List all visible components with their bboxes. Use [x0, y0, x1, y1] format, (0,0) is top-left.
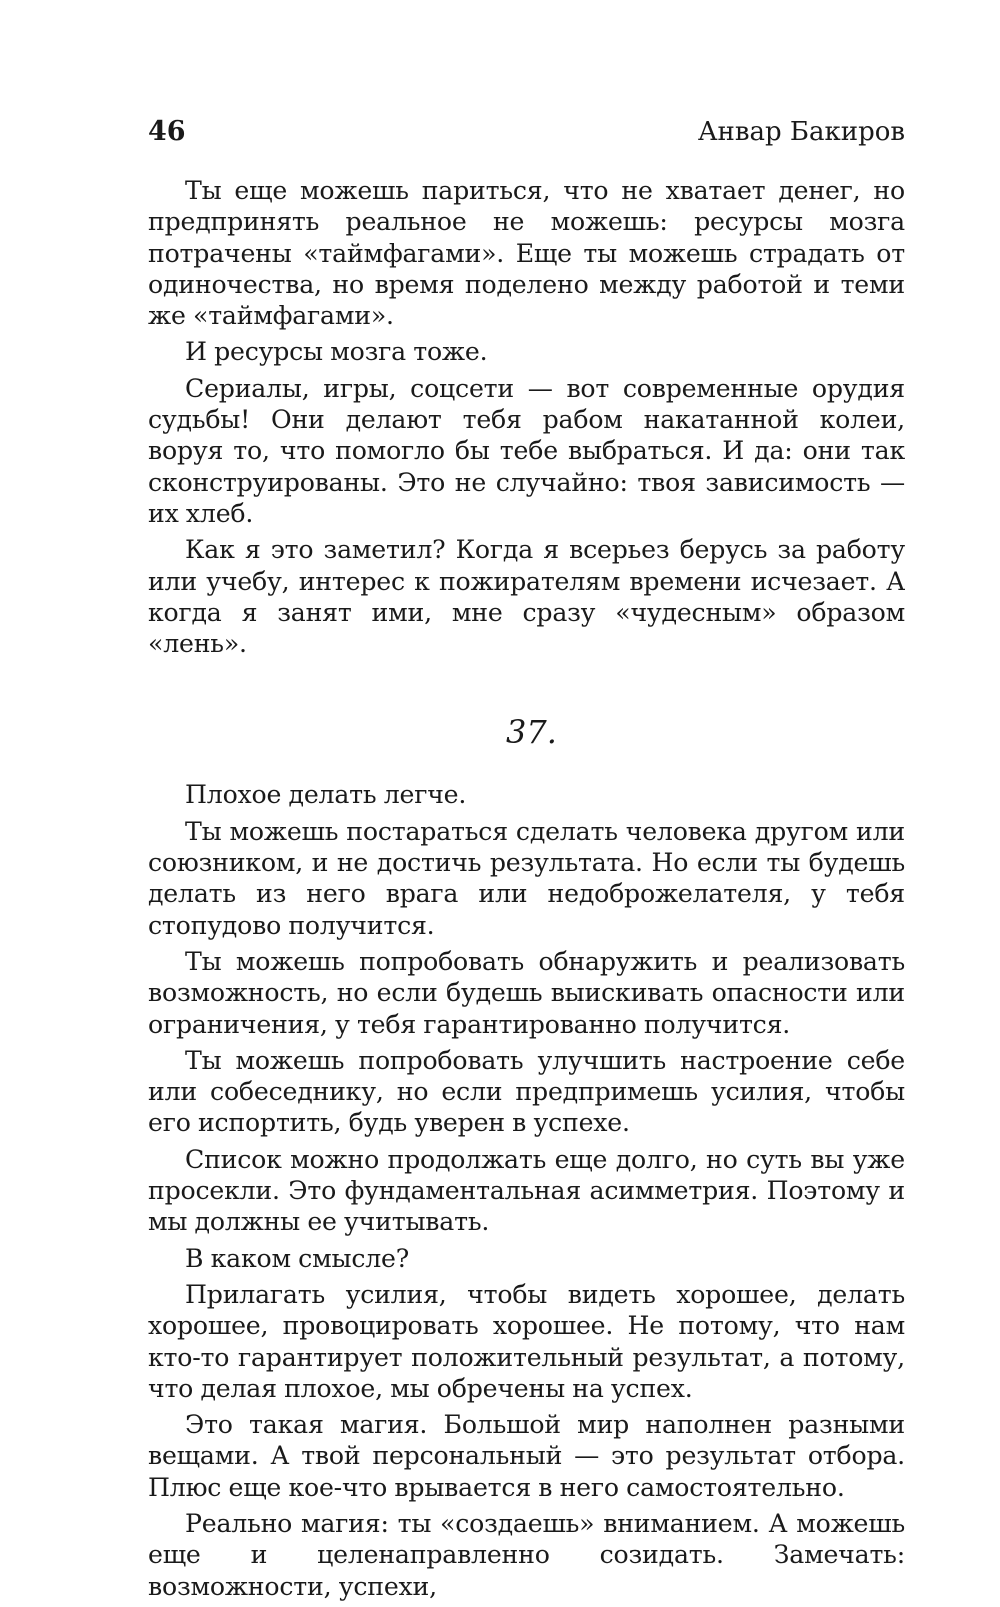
paragraph: И ресурсы мозга тоже. [185, 337, 488, 367]
running-head [148, 110, 905, 154]
paragraph: Ты можешь попробовать улучшить настроение себе или собеседнику, но если предпримешь усилия, чтобы его испортить, будь уверен в успехе. [148, 1045, 905, 1138]
paragraph: Прилагать усилия, чтобы видеть хорошее, делать хорошее, провоцировать хорошее. Не потому, что нам кто-то гарантирует положительный результат, а потому, что делая плохое, мы обречены на успех. [148, 1279, 905, 1403]
paragraph: Сериалы, игры, соцсети — вот современные орудия судьбы! Они делают тебя рабом накатанной колеи, воруя то, что помогло бы тебе выбраться. И да: они так сконструированы. Это не случайно: твоя зависимость — их хлеб. [148, 373, 905, 528]
book-page [148, 110, 905, 1607]
paragraph: Это такая магия. Большой мир наполнен разными вещами. А твой персональный — это результат отбора. Плюс еще кое-что врывается в него самостоятельно. [148, 1410, 905, 1502]
paragraph: Ты можешь постараться сделать человека другом или союзником, и не достичь результата. Но если ты будешь делать из него врага или недоброжелателя, у тебя стопудово получится. [148, 816, 905, 940]
chapter-number: 37. [506, 713, 557, 752]
paragraph: Ты еще можешь париться, что не хватает денег, но предпринять реальное не можешь: ресурсы мозга потрачены «таймфагами». Еще ты можешь страдать от одиночества, но время поделено между работой и теми же «таймфагами». [148, 176, 905, 331]
paragraph: В каком смысле? [185, 1243, 410, 1273]
paragraph: Ты можешь попробовать обнаружить и реализовать возможность, но если будешь выискивать опасности или ограничения, у тебя гарантированно получится. [148, 946, 905, 1039]
paragraph: Как я это заметил? Когда я всерьез берусь за работу или учебу, интерес к пожирателям времени исчезает. А когда я занят ими, мне сразу «чудесным» образом «лень». [148, 535, 905, 659]
text-block-1 [148, 175, 905, 659]
running-head-author: Анвар Бакиров [697, 117, 905, 147]
text-block-2 [148, 779, 905, 1601]
paragraph: Плохое делать легче. [185, 780, 467, 810]
paragraph: Реально магия: ты «создаешь» вниманием. А можешь еще и целенаправленно созидать. Замечать: возможности, успехи, [148, 1508, 905, 1601]
page-number: 46 [148, 116, 186, 147]
paragraph: Список можно продолжать еще долго, но суть вы уже просекли. Это фундаментальная асимметрия. Поэтому и мы должны ее учитывать. [148, 1144, 905, 1237]
